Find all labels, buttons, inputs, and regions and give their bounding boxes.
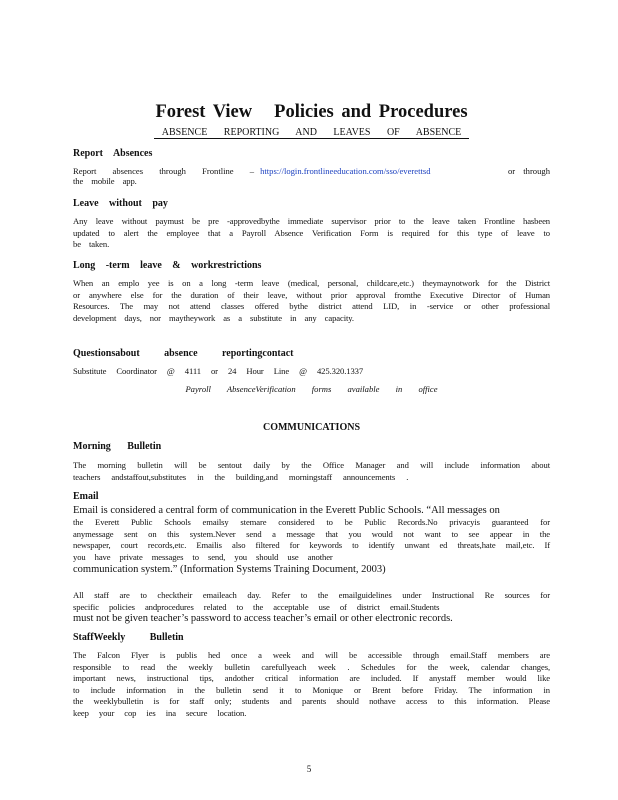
subtitle-text: ABSENCE REPORTING AND LEAVES OF ABSENCE	[154, 127, 470, 139]
report-absences-body	[73, 166, 550, 188]
morning-bulletin-section	[73, 441, 550, 452]
email-heading: Email	[73, 491, 99, 502]
questions-section	[73, 348, 550, 359]
questions-body	[73, 366, 550, 378]
staff-weekly-text: The Falcon Flyer is publis hed once a week and will be accessible through email.Staff members are responsible to read the weekly bulletin carefullyeach week . Schedules for the week, calendar changes, important news, instructional tips, andother critical information are included. If anystaff member would like to include information in the bulletin send it to Monique or Brent before Friday. The information in the weeklybulletin is for staff only; students and parents should nothave access to this information. Please keep your cop ies ina secure location.	[73, 650, 550, 718]
email-body-text: the Everett Public Schools emailsy stemare considered to be Public Records.No privacyis guaranteed for anymessage sent on this system.Never send a message that you would not want to see appear in the newspaper, court records,etc. Emailis also filtered for keywords to identify unwant ed threats,hate mail,etc. If you have private messages to send, you should use another	[73, 517, 550, 563]
email-staff-text: All staff are to checktheir emaileach day. Refer to the emailguidelines under Instructional Re sources for specific policies andprocedures related to the acceptable use of district email.Students	[73, 590, 550, 612]
communications-heading: COMMUNICATIONS	[262, 422, 361, 433]
leave-without-pay-text: Any leave without paymust be pre -approvedbythe immediate supervisor prior to the leave taken Frontline hasbeen updated to alert the employee that a Payroll Absence Verification Form is required for this type of leave to be taken.	[73, 216, 550, 250]
page-subtitle	[73, 127, 550, 138]
payroll-form-note: Payroll AbsenceVerification forms available in office	[185, 384, 438, 394]
morning-bulletin-body	[73, 460, 550, 483]
leave-without-pay-section	[73, 198, 550, 209]
long-term-body	[73, 278, 550, 324]
report-absences-section	[73, 148, 550, 159]
leave-without-pay-heading: Leave without pay	[73, 198, 168, 209]
report-absences-heading: Report Absences	[73, 148, 153, 159]
leave-without-pay-body	[73, 216, 550, 251]
staff-weekly-body	[73, 650, 550, 720]
morning-bulletin-heading: Morning Bulletin	[73, 441, 162, 452]
email-intro-line: Email is considered a central form of communication in the Everett Public Schools. “All messages on	[73, 505, 500, 516]
report-absences-line2: the mobile app.	[73, 176, 137, 186]
questions-text: Substitute Coordinator @ 4111 or 24 Hour Line @ 425.320.1337	[73, 366, 364, 376]
email-section	[73, 491, 550, 502]
page-title	[73, 102, 550, 123]
email-staff-body	[73, 590, 550, 625]
page-number: 5	[306, 764, 312, 774]
report-absences-or: or through	[507, 166, 550, 176]
email-end-line: communication system.” (Information Systems Training Document, 2003)	[73, 563, 386, 575]
long-term-text: When an emplo yee is on a long -term leave (medical, personal, childcare,etc.) theymaynotwork for the District or anywhere else for the duration of their leave, without prior approval fromthe Executive Director of Human Resources. The may not attend classes offered bythe district attend LID, in -service or other professional development days, nor maytheywork as a substitute in any capacity.	[73, 278, 550, 323]
questions-heading: Questionsabout absence reportingcontact	[73, 348, 294, 359]
frontline-link[interactable]: https://login.frontlineeducation.com/sso/everettsd	[260, 166, 431, 176]
morning-bulletin-text: The morning bulletin will be sentout daily by the Office Manager and will include information about teachers andstaffout,substitutes in the building,and morningstaff announcements .	[73, 460, 550, 482]
long-term-section	[73, 260, 550, 271]
staff-weekly-heading: StaffWeekly Bulletin	[73, 632, 184, 643]
staff-weekly-section	[73, 632, 550, 643]
long-term-heading: Long -term leave & workrestrictions	[73, 260, 262, 271]
report-absences-text: Report absences through Frontline –	[73, 166, 255, 176]
email-staff-end: must not be given teacher’s password to access teacher’s email or other electronic records.	[73, 613, 453, 625]
title-left: Forest View	[155, 102, 253, 122]
title-right: Policies and Procedures	[274, 102, 468, 122]
email-body	[73, 505, 550, 576]
